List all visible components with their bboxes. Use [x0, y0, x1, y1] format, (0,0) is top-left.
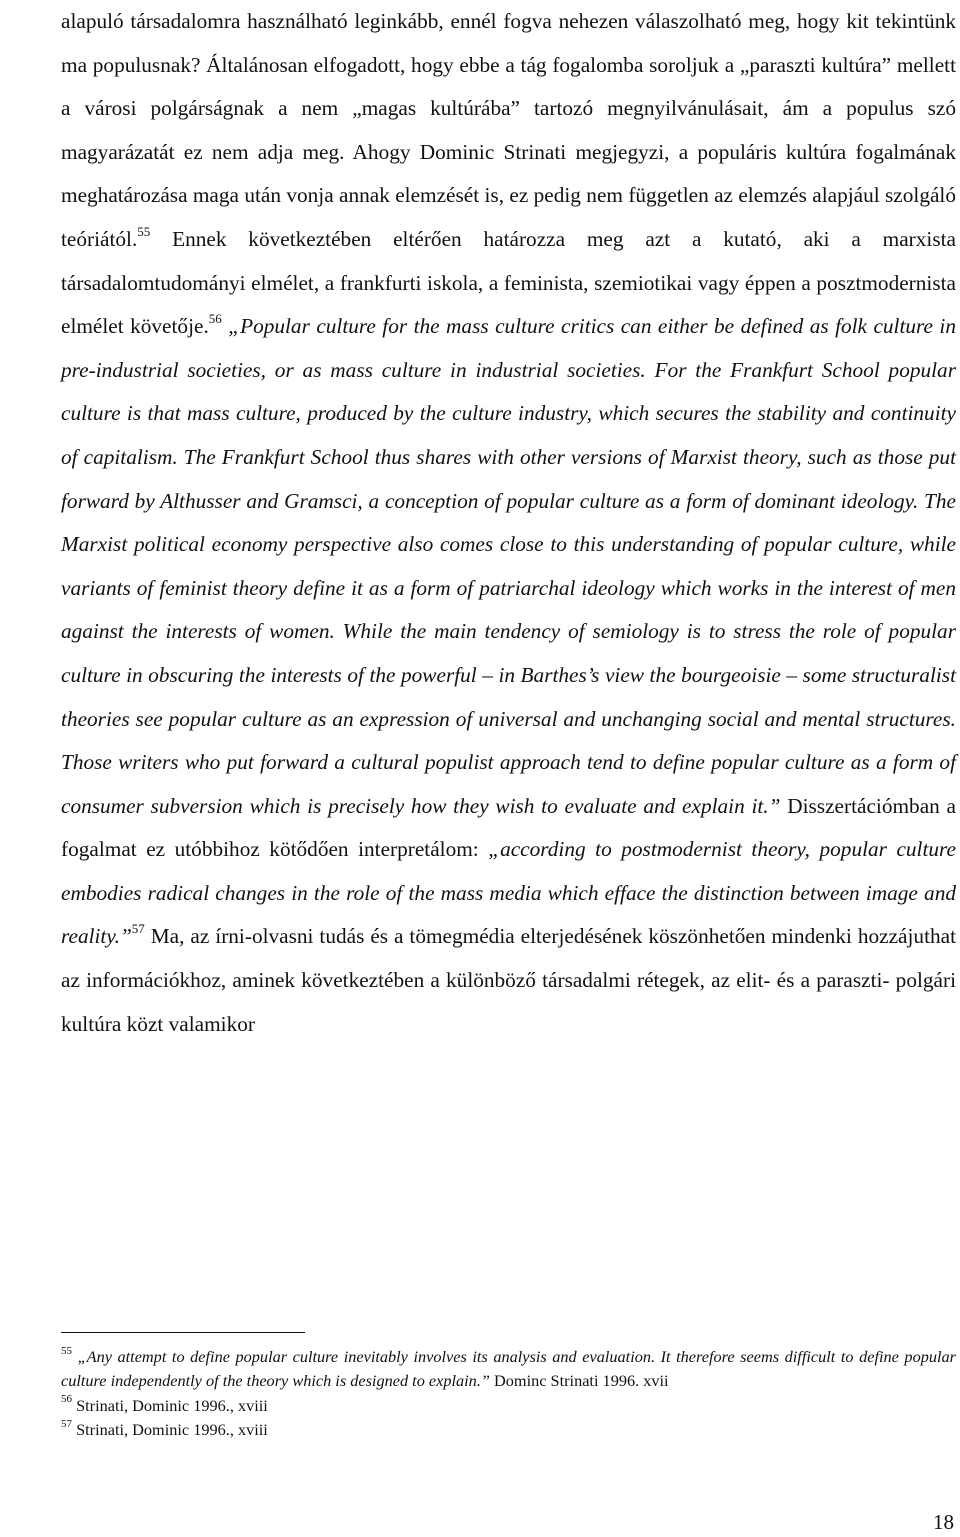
footnote-55: [61, 1345, 956, 1394]
footnote-56: [61, 1394, 956, 1418]
footnote-source: Dominc Strinati 1996. xvii: [489, 1371, 669, 1391]
footnote-number: 56: [61, 1393, 72, 1406]
footnote-source: Strinati, Dominic 1996., xviii: [72, 1395, 268, 1415]
footnote-ref-57[interactable]: 57: [131, 921, 145, 937]
footnote-ref-56[interactable]: 56: [208, 311, 222, 327]
footnote-ref-55[interactable]: 55: [137, 223, 151, 239]
quote-strinati-2: „according to postmodernist theory, popular culture embodies radical changes in the role of the mass media which efface the distinction between image and reality.”: [61, 837, 956, 949]
footnote-57: [61, 1418, 956, 1442]
body-text-segment-4: Ma, az írni-olvasni tudás és a tömegmédia elterjedésének köszönhetően mindenki hozzájuthat az információkhoz, aminek következtében a különböző társadalmi rétegek, az elit- és a paraszti- polgári kultúra közt valamikor: [61, 924, 956, 1036]
main-paragraph: [61, 0, 956, 1046]
page-number: 18: [933, 1510, 954, 1534]
body-text-segment-2: Ennek következtében eltérően határozza meg azt a kutató, aki a marxista társadalomtudományi elmélet, a frankfurti iskola, a feminista, szemiotikai vagy éppen a posztmodernista elmélet követője.: [61, 226, 956, 339]
footnote-separator: [61, 1332, 305, 1333]
footnote-number: 57: [61, 1417, 72, 1430]
body-text-segment-1: alapuló társadalomra használható leginkább, ennél fogva nehezen válaszolható meg, hogy kit tekintünk ma populusnak? Általánosan elfogadott, hogy ebbe a tág fogalomba soroljuk a „paraszti kultúra” mellett a városi polgárságnak a nem „magas kultúrába” tartozó megnyilvánulásait, ám a populus szó magyarázatát ez nem adja meg. Ahogy Dominic Strinati megjegyzi, a populáris kultúra fogalmának meghatározása maga után vonja annak elemzését is, ez pedig nem független az elemzés alapjául szolgáló teóriától.: [61, 9, 956, 251]
footnote-number: 55: [61, 1344, 72, 1357]
document-page: [61, 0, 956, 1537]
footnote-quote: „Any attempt to define popular culture inevitably involves its analysis and evaluation. It therefore seems difficult to define popular culture independently of the theory which is designed to explain.”: [61, 1347, 956, 1391]
footnote-source: Strinati, Dominic 1996., xviii: [72, 1420, 268, 1440]
footnotes: [61, 1345, 956, 1443]
quote-strinati-1: „Popular culture for the mass culture critics can either be defined as folk culture in pre-industrial societies, or as mass culture in industrial societies. For the Frankfurt School popular culture is that mass culture, produced by the culture industry, which secures the stability and continuity of capitalism. The Frankfurt School thus shares with other versions of Marxist theory, such as those put forward by Althusser and Gramsci, a conception of popular culture as a form of dominant ideology. The Marxist political economy perspective also comes close to this understanding of popular culture, while variants of feminist theory define it as a form of patriarchal ideology which works in the interest of men against the interests of women. While the main tendency of semiology is to stress the role of popular culture in obscuring the interests of the powerful – in Barthes’s view the bourgeoisie – some structuralist theories see popular culture as an expression of universal and unchanging social and mental structures. Those writers who put forward a cultural populist approach tend to define popular culture as a form of consumer subversion which is precisely how they wish to evaluate and explain it.”: [61, 314, 956, 818]
body-text-segment-3: Disszertációmban a fogalmat ez utóbbihoz kötődően interpretálom:: [61, 793, 956, 862]
